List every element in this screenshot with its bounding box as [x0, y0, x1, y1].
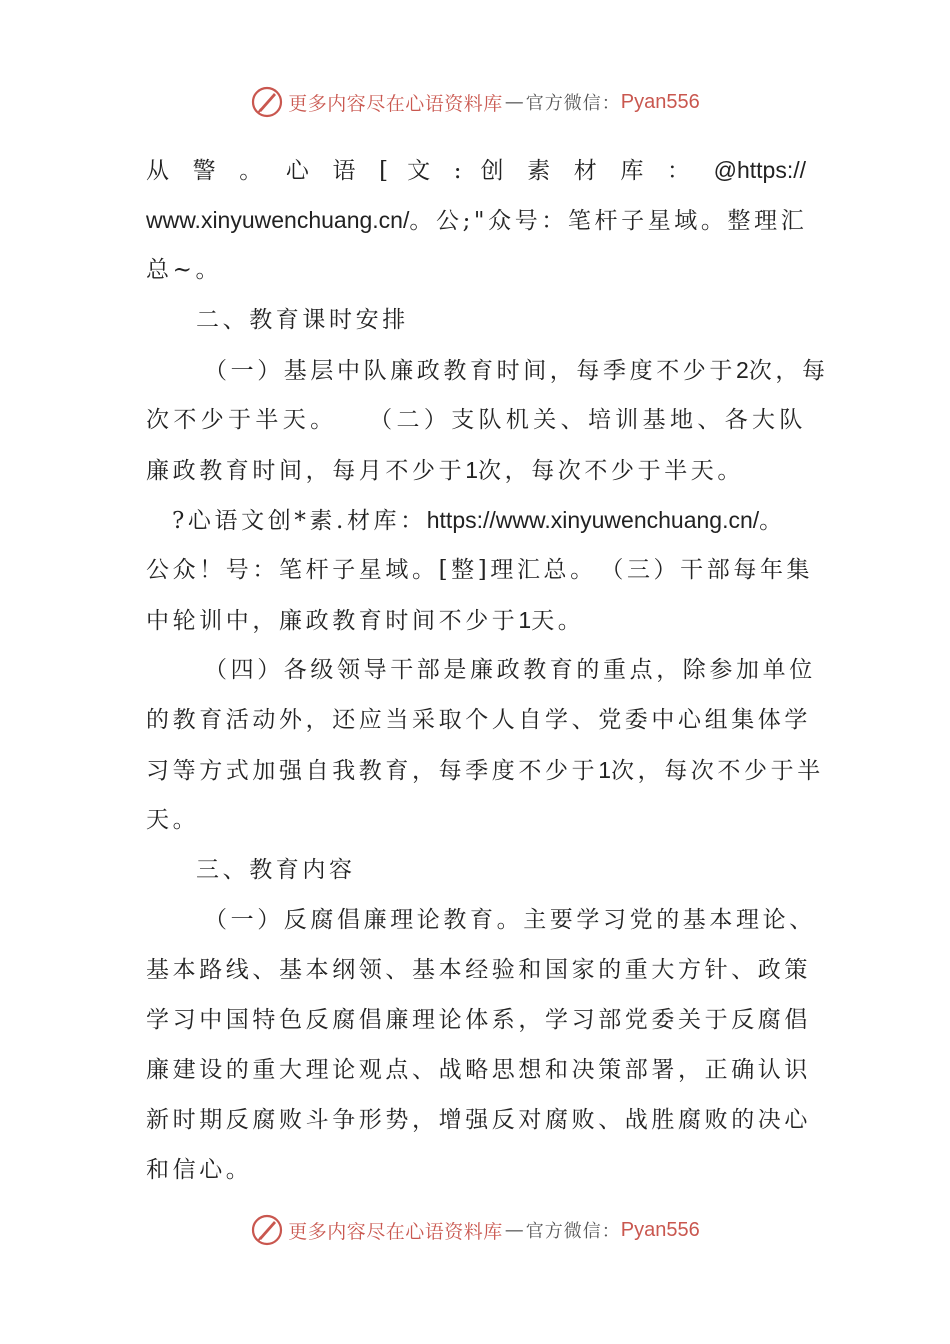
footer-wechat: Pyan556: [620, 1218, 700, 1241]
text-line: 天。: [146, 807, 200, 833]
text-line: 和信心。: [146, 1157, 253, 1183]
header-banner: [0, 82, 950, 122]
quill-pen-icon: [250, 85, 284, 119]
text-line: 学习中国特色反腐倡廉理论体系，学习部党委关于反腐倡: [146, 1007, 811, 1033]
header-dash: —: [504, 91, 524, 113]
text-line: 的教育活动外，还应当采取个人自学、党委中心组集体学: [146, 707, 811, 733]
footer-label: 官方微信：: [525, 1221, 621, 1242]
section-heading: 二、教育课时安排: [196, 307, 409, 333]
text-line: 总~。: [146, 257, 223, 283]
text-line: 廉建设的重大理论观点、战略思想和决策部署，正确认识: [146, 1057, 811, 1083]
document-body: [146, 145, 829, 1195]
text-line: 公众！号：笔杆子星域。[整]理汇总。 （三）干部每年集: [146, 557, 814, 583]
section-heading: 三、教育内容: [196, 857, 356, 883]
text-line: 基本路线、基本纲领、基本经验和国家的重大方针、政策: [146, 957, 811, 983]
text-line: 次不少于半天。 （二）支队机关、培训基地、各大队: [146, 407, 806, 433]
text-line: 新时期反腐败斗争形势，增强反对腐败、战胜腐败的决心: [146, 1107, 811, 1133]
footer-brand: 更多内容尽在心语资料库: [288, 1220, 503, 1243]
header-brand: 更多内容尽在心语资料库: [288, 92, 503, 115]
footer-dash: —: [504, 1219, 524, 1241]
footer-banner: [0, 1210, 950, 1250]
quill-pen-icon: [250, 1213, 284, 1247]
text-line: 习等方式加强自我教育，每季度不少于1次，每次不少于半: [146, 757, 824, 784]
header-label: 官方微信：: [525, 93, 621, 114]
text-line: （一）反腐倡廉理论教育。主要学习党的基本理论、: [204, 907, 816, 933]
text-line: ?心语文创*素.材库：https://www.xinyuwenchuang.cn/。: [172, 507, 786, 534]
header-wechat: Pyan556: [620, 90, 700, 113]
text-line: 廉政教育时间，每月不少于1次，每次不少于半天。: [146, 457, 744, 484]
text-line: 从 警 。 心 语 [ 文 : 创 素 材 库 ： @https://: [146, 157, 806, 184]
text-line: www.xinyuwenchuang.cn/。公;"众号：笔杆子星域。整理汇: [146, 207, 808, 234]
text-line: （一）基层中队廉政教育时间，每季度不少于2次，每: [204, 357, 829, 384]
text-line: 中轮训中，廉政教育时间不少于1天。: [146, 607, 585, 634]
text-line: （四）各级领导干部是廉政教育的重点，除参加单位: [204, 657, 816, 683]
